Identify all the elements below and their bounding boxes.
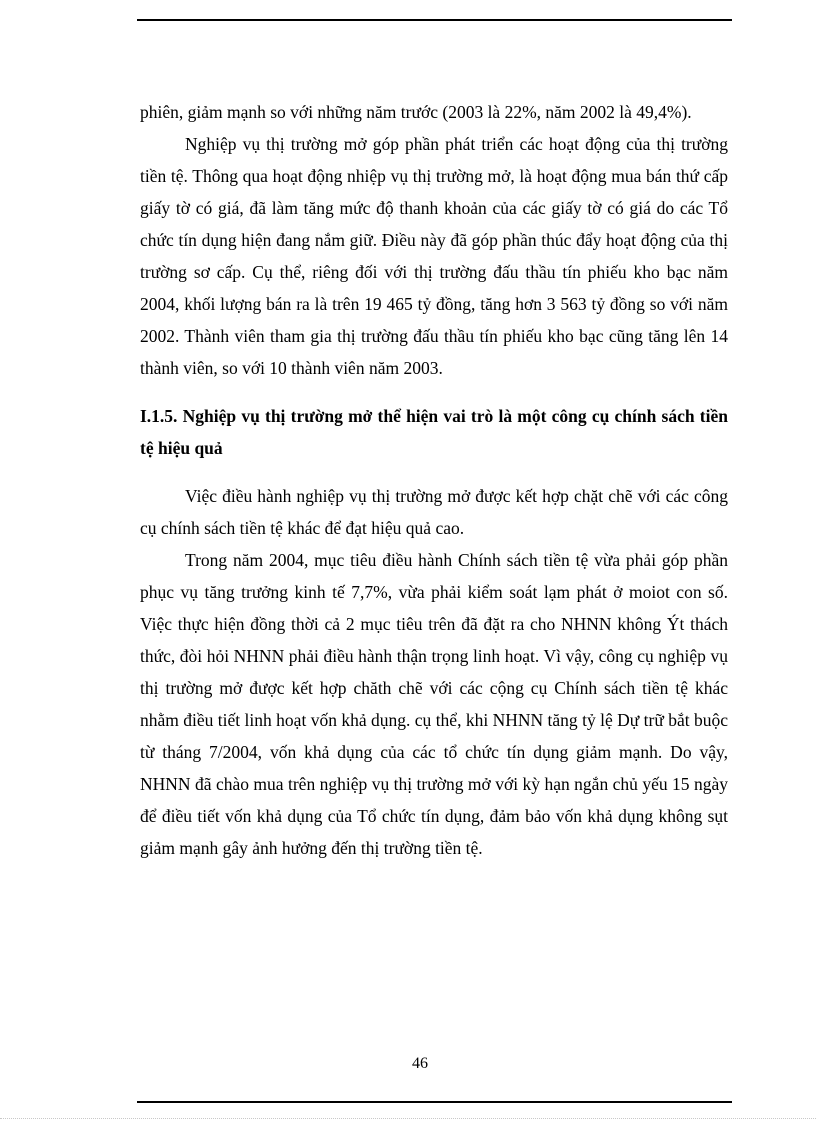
footer-rule [137,1101,732,1103]
page-body [140,96,728,864]
paragraph-open-market-money-market: Nghiệp vụ thị trường mở góp phần phát triển các hoạt động của thị trường tiền tệ. Thông qua hoạt động nhiệp vụ thị trường mở, là hoạt động mua bán thứ cấp giấy tờ có giá, đã làm tăng mức độ thanh khoản của các giấy tờ có giá do các Tổ chức tín dụng hiện đang nắm giữ. Điều này đã góp phần thúc đẩy hoạt động của thị trường sơ cấp. Cụ thể, riêng đối với thị trường đấu thầu tín phiếu kho bạc năm 2004, khối lượng bán ra là trên 19 465 tỷ đồng, tăng hơn 3 563 tỷ đồng so với năm 2002. Thành viên tham gia thị trường đấu thầu tín phiếu kho bạc cũng tăng lên 14 thành viên, so với 10 thành viên năm 2003. [140,134,728,378]
header-rule [137,19,732,21]
section-heading: I.1.5. Nghiệp vụ thị trường mở thể hiện vai trò là một công cụ chính sách tiền tệ hiệu quả [140,406,728,458]
paragraph-2004-policy: Trong năm 2004, mục tiêu điều hành Chính sách tiền tệ vừa phải góp phần phục vụ tăng trưởng kinh tế 7,7%, vừa phải kiểm soát lạm phát ở moiot con số. Việc thực hiện đồng thời cả 2 mục tiêu trên đã đặt ra cho NHNN không Ýt thách thức, đòi hỏi NHNN phải điều hành thận trọng linh hoạt. Vì vậy, công cụ nghiệp vụ thị trường mở được kết hợp chăth chẽ với các cộng cụ Chính sách tiền tệ khác nhằm điều tiết linh hoạt vốn khả dụng. cụ thể, khi NHNN tăng tỷ lệ Dự trữ bắt buộc từ tháng 7/2004, vốn khả dụng của các tổ chức tín dụng giảm mạnh. Do vậy, NHNN đã chào mua trên nghiệp vụ thị trường mở với kỳ hạn ngắn chủ yếu 15 ngày để điều tiết vốn khả dụng của Tổ chức tín dụng, đảm bảo vốn khả dụng không sụt giảm mạnh gây ảnh hưởng đến thị trường tiền tệ. [140,550,728,858]
paragraph-continuation: phiên, giảm mạnh so với những năm trước (2003 là 22%, năm 2002 là 49,4%). [140,102,692,122]
page-edge-divider [0,1118,816,1119]
paragraph-coordination: Việc điều hành nghiệp vụ thị trường mở được kết hợp chặt chẽ với các công cụ chính sách tiền tệ khác để đạt hiệu quả cao. [140,486,728,538]
page-number: 46 [412,1055,428,1072]
